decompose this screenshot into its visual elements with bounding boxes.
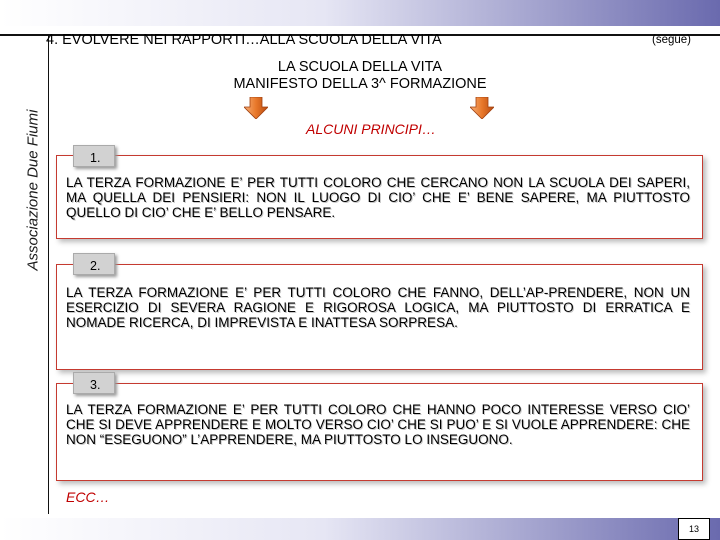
top-gradient-bar [0,0,720,26]
bottom-gradient-bar [0,518,720,540]
side-rule [48,34,49,514]
ecc-label: ECC… [66,489,110,505]
principle-text-1: LA TERZA FORMAZIONE E’ PER TUTTI COLORO CHE CERCANO NON LA SCUOLA DEI SAPERI, MA QUELLA DEI PENSIERI: NON IL LUOGO DI CIO’ CHE E’ BENE SAPERE, MA PIUTTOSTO QUELLO DI CIO’ CHE E’ BELLO PENSARE. [66,175,690,220]
principles-heading: ALCUNI PRINCIPI… [306,121,436,137]
principle-text-2: LA TERZA FORMAZIONE E’ PER TUTTI COLORO CHE FANNO, DELL’AP-PRENDERE, NON UN ESERCIZIO DI SEVERA RAGIONE E RIGOROSA LOGICA, MA PIUTTOSTO DI ERRATICA E NOMADE RICERCA, DI IMPREVISTA E INATTESA SORPRESA. [66,285,690,330]
subtitle-line-1: LA SCUOLA DELLA VITA [277,59,443,75]
principle-number-3: 3. [73,372,115,394]
down-arrow-icon [470,97,494,119]
subtitle-line-2: MANIFESTO DELLA 3^ FORMAZIONE [233,76,487,92]
principle-number-2: 2. [73,253,115,275]
side-organization-label: Associazione Due Fiumi [24,109,42,271]
page-title: 4. EVOLVERE NEI RAPPORTI…ALLA SCUOLA DELLA VITA [46,32,442,48]
principle-text-3: LA TERZA FORMAZIONE E’ PER TUTTI COLORO CHE HANNO POCO INTERESSE VERSO CIO’ CHE SI DEVE APPRENDERE E MOLTO VERSO CIO’ CHE SI PUO’ E SI VUOLE APPRENDERE: CHE NON “ESEGUONO” L’APPRENDERE, MA PIUTTOSTO LO INSEGUONO. [66,402,690,447]
principle-number-1: 1. [73,145,115,167]
page-number: 13 [678,518,710,540]
down-arrow-icon [244,97,268,119]
continued-label: (segue) [652,34,691,46]
section-subtitle [180,59,540,93]
